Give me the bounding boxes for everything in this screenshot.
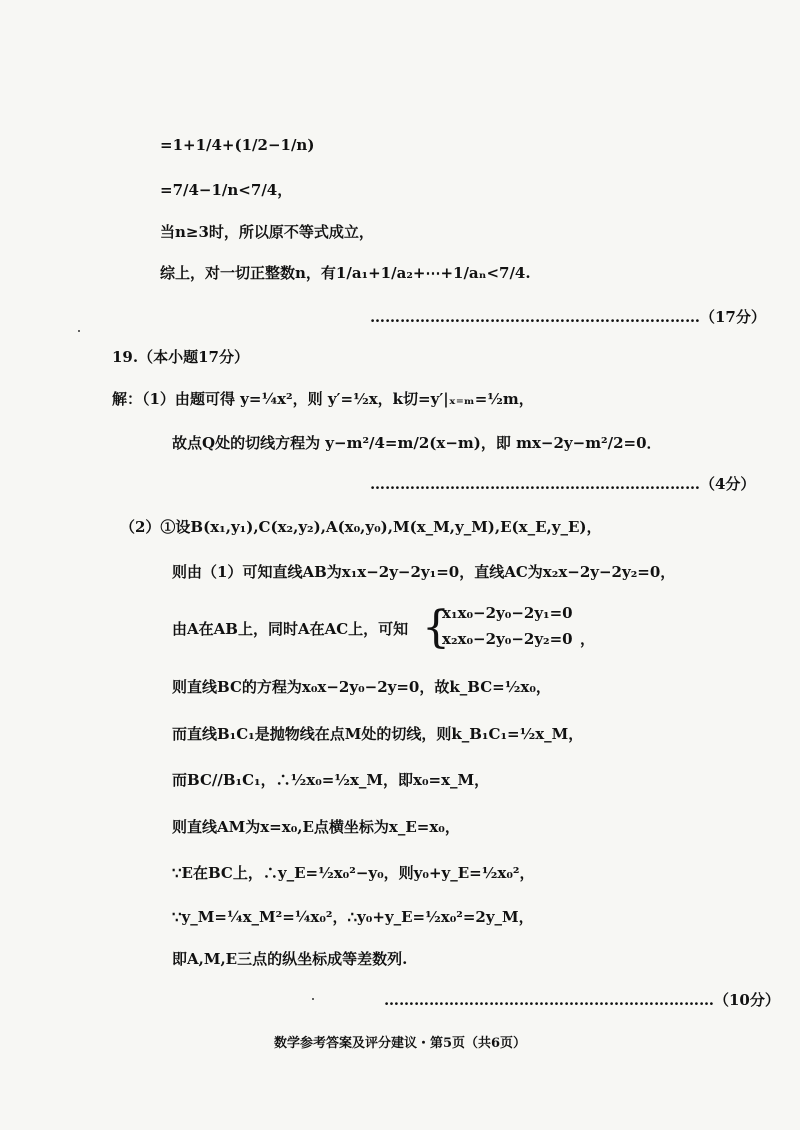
score-17: …………………………………………………………（17分） [370,308,766,326]
part2-line-3a: 由A在AB上，同时A在AC上，可知 [172,620,409,638]
continuation-line-3: 当n≥3时，所以原不等式成立， [160,223,374,241]
score-4: …………………………………………………………（4分） [370,475,756,493]
continuation-line-4: 综上，对一切正整数n，有1/a₁+1/a₂+⋯+1/aₙ<7/4. [160,264,531,282]
question-19-heading: 19.（本小题17分） [112,348,249,366]
part2-line-1: （2）①设B(x₁,y₁),C(x₂,y₂),A(x₀,y₀),M(x_M,y_M),E(x_E,y_E)， [120,518,602,536]
system-brace: { [422,602,450,653]
system-equation-1: x₁x₀−2y₀−2y₁=0 [442,604,573,622]
scan-speck [312,998,314,1000]
score-10: …………………………………………………………（10分） [384,991,780,1009]
part2-line-4: 则直线BC的方程为x₀x−2y₀−2y=0，故k_BC=½x₀， [172,678,551,696]
part2-line-7: 则直线AM为x=x₀,E点横坐标为x_E=x₀， [172,818,460,836]
part1-line-1: 解：（1）由题可得 y=¼x²，则 y′=½x，k切=y′|ₓ₌ₘ=½m， [112,390,534,408]
part2-line-2: 则由（1）可知直线AB为x₁x−2y−2y₁=0，直线AC为x₂x−2y−2y₂=0， [172,563,676,581]
part1-line-2: 故点Q处的切线方程为 y−m²/4=m/2(x−m)，即 mx−2y−m²/2=0． [172,434,662,452]
continuation-line-2: =7/4−1/n<7/4， [160,181,293,199]
part2-line-10: 即A,M,E三点的纵坐标成等差数列. [172,950,408,968]
part2-line-9: ∵y_M=¼x_M²=¼x₀²，∴y₀+y_E=½x₀²=2y_M， [172,908,534,926]
continuation-line-1: =1+1/4+(1/2−1/n) [160,136,315,154]
part2-line-6: 而BC//B₁C₁，∴½x₀=½x_M，即x₀=x_M， [172,771,490,789]
part2-line-5: 而直线B₁C₁是抛物线在点M处的切线，则k_B₁C₁=½x_M， [172,725,584,743]
system-equation-2: x₂x₀−2y₀−2y₂=0 [442,630,573,648]
scan-speck [78,330,80,332]
part2-line-8: ∵E在BC上，∴y_E=½x₀²−y₀，则y₀+y_E=½x₀²， [172,864,535,882]
page-footer: 数学参考答案及评分建议・第5页（共6页） [273,1036,527,1051]
system-trailing-comma: ， [580,630,596,648]
